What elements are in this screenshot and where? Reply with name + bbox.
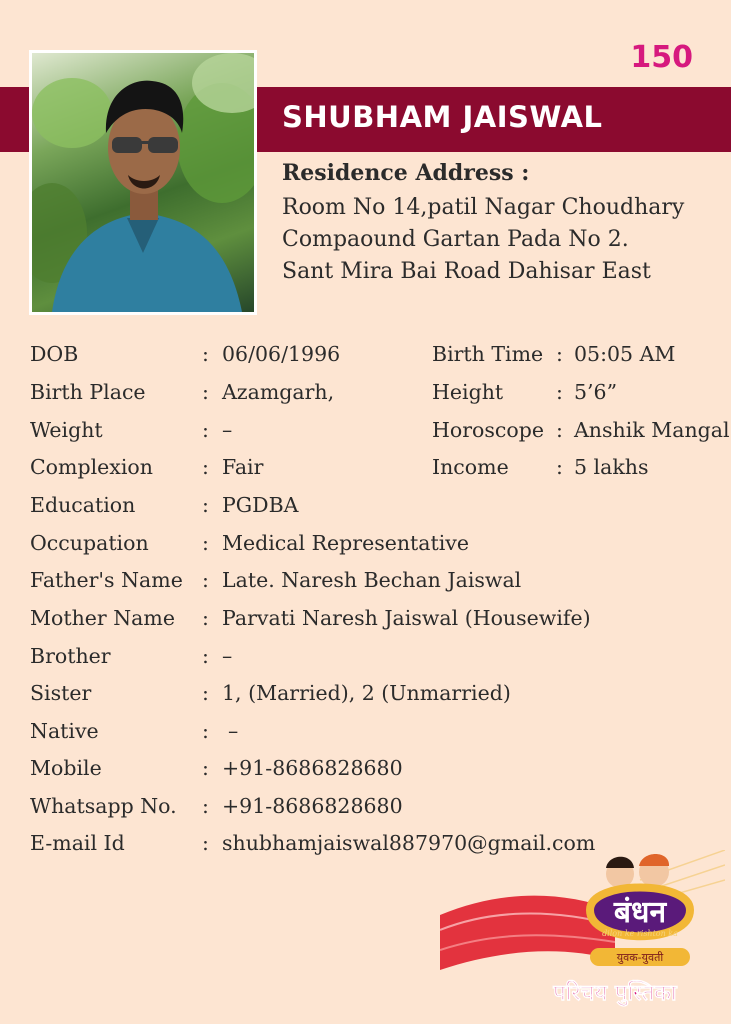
address-line: Room No 14,patil Nagar Choudhary — [282, 195, 685, 220]
logo-subtitle: युवक-युवती — [616, 951, 664, 964]
mother-name-value: Parvati Naresh Jaiswal (Housewife) — [222, 606, 591, 630]
detail-row — [0, 342, 731, 376]
height-value: 5’6” — [574, 380, 618, 404]
complexion-value: Fair — [222, 455, 264, 479]
dob-label: DOB — [30, 342, 79, 366]
native-value: – — [228, 719, 239, 743]
profile-name: SHUBHAM JAISWAL — [282, 100, 603, 134]
sister-value: 1, (Married), 2 (Unmarried) — [222, 681, 511, 705]
horoscope-label: Horoscope — [432, 418, 544, 442]
complexion-label: Complexion — [30, 455, 153, 479]
email-label: E-mail Id — [30, 831, 125, 855]
birth-place-label: Birth Place — [30, 380, 146, 404]
address-heading: Residence Address : — [282, 160, 530, 186]
address-line: Compaound Gartan Pada No 2. — [282, 227, 629, 252]
detail-row — [0, 455, 731, 489]
logo-tagline: dilon ke rishton ka — [602, 929, 678, 938]
detail-row — [0, 418, 731, 452]
occupation-value: Medical Representative — [222, 531, 470, 555]
separator: : — [202, 418, 209, 442]
detail-row — [0, 531, 731, 565]
detail-row — [0, 380, 731, 414]
logo-title: बंधन — [613, 895, 667, 930]
height-label: Height — [432, 380, 504, 404]
detail-row — [0, 719, 731, 753]
profile-photo — [29, 50, 257, 315]
dob-value: 06/06/1996 — [222, 342, 341, 366]
separator: : — [556, 380, 563, 404]
page-number: 150 — [630, 40, 693, 75]
separator: : — [202, 493, 209, 517]
mobile-label: Mobile — [30, 756, 102, 780]
income-value: 5 lakhs — [574, 455, 649, 479]
separator: : — [202, 455, 209, 479]
bandhan-logo — [440, 850, 725, 1020]
education-label: Education — [30, 493, 136, 517]
birth-time-value: 05:05 AM — [574, 342, 676, 366]
detail-row — [0, 681, 731, 715]
email-value: shubhamjaiswal887970@gmail.com — [222, 831, 596, 855]
occupation-label: Occupation — [30, 531, 149, 555]
mobile-value: +91-8686828680 — [222, 756, 403, 780]
detail-row — [0, 756, 731, 790]
separator: : — [202, 644, 209, 668]
separator: : — [202, 831, 209, 855]
logo-footer: परिचय पुस्तिका — [553, 981, 677, 1006]
birth-place-value: Azamgarh, — [222, 380, 335, 404]
birth-time-label: Birth Time — [432, 342, 544, 366]
separator: : — [202, 719, 209, 743]
brother-label: Brother — [30, 644, 111, 668]
detail-row — [0, 794, 731, 828]
detail-row — [0, 606, 731, 640]
sister-label: Sister — [30, 681, 92, 705]
brother-value: – — [222, 644, 233, 668]
mother-name-label: Mother Name — [30, 606, 175, 630]
detail-row — [0, 568, 731, 602]
whatsapp-label: Whatsapp No. — [30, 794, 177, 818]
separator: : — [556, 455, 563, 479]
separator: : — [556, 418, 563, 442]
separator: : — [556, 342, 563, 366]
father-name-label: Father's Name — [30, 568, 183, 592]
separator: : — [202, 568, 209, 592]
separator: : — [202, 531, 209, 555]
separator: : — [202, 606, 209, 630]
detail-row — [0, 493, 731, 527]
whatsapp-value: +91-8686828680 — [222, 794, 403, 818]
address-line: Sant Mira Bai Road Dahisar East — [282, 259, 651, 284]
separator: : — [202, 681, 209, 705]
income-label: Income — [432, 455, 509, 479]
separator: : — [202, 342, 209, 366]
weight-label: Weight — [30, 418, 103, 442]
father-name-value: Late. Naresh Bechan Jaiswal — [222, 568, 522, 592]
separator: : — [202, 380, 209, 404]
horoscope-value: Anshik Mangal — [574, 418, 730, 442]
person-photo-illustration — [32, 53, 254, 312]
separator: : — [202, 756, 209, 780]
separator: : — [202, 794, 209, 818]
native-label: Native — [30, 719, 99, 743]
education-value: PGDBA — [222, 493, 299, 517]
weight-value: – — [222, 418, 233, 442]
detail-row — [0, 644, 731, 678]
